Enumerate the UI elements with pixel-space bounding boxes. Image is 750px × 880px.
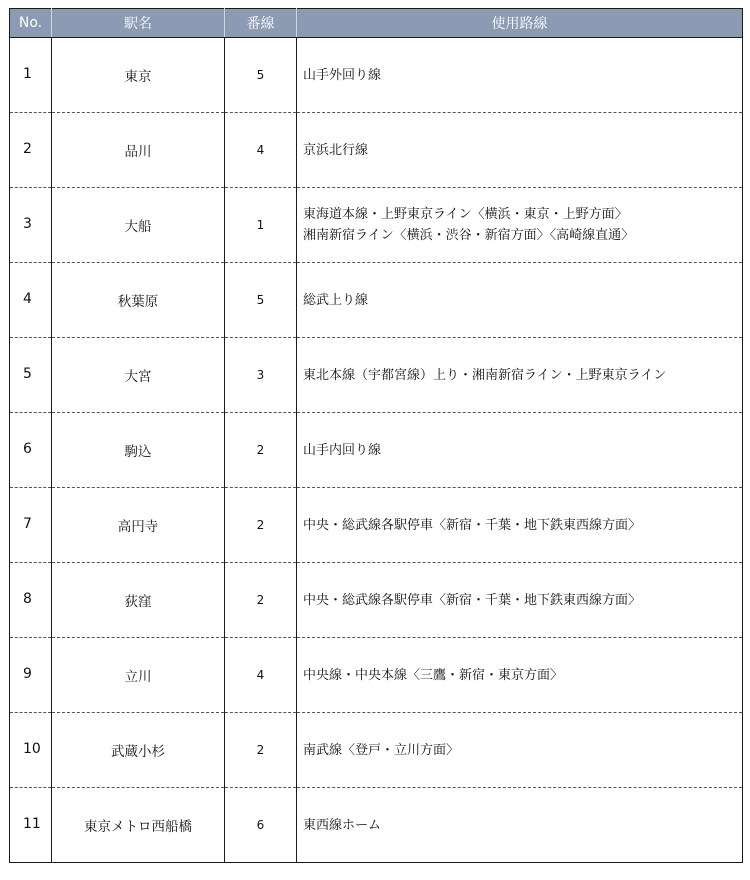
cell-no: 7	[10, 488, 52, 563]
cell-route	[297, 563, 743, 638]
cell-route	[297, 638, 743, 713]
cell-station: 武蔵小杉	[52, 713, 225, 788]
cell-no: 1	[10, 38, 52, 113]
header-track: 番線	[225, 9, 297, 38]
table-row	[10, 788, 743, 863]
cell-no: 5	[10, 338, 52, 413]
cell-route	[297, 788, 743, 863]
route-line: 中央・総武線各駅停車〈新宿・千葉・地下鉄東西線方面〉	[303, 592, 642, 608]
cell-no: 6	[10, 413, 52, 488]
cell-station: 東京メトロ西船橋	[52, 788, 225, 863]
cell-station: 秋葉原	[52, 263, 225, 338]
cell-track: 1	[225, 188, 297, 263]
cell-station: 高円寺	[52, 488, 225, 563]
table-row	[10, 413, 743, 488]
cell-station: 立川	[52, 638, 225, 713]
cell-station: 大宮	[52, 338, 225, 413]
table-header	[10, 9, 743, 38]
table-row	[10, 188, 743, 263]
table-row	[10, 263, 743, 338]
cell-track: 2	[225, 413, 297, 488]
station-table-container	[9, 8, 743, 863]
cell-station: 駒込	[52, 413, 225, 488]
route-line: 南武線〈登戸・立川方面〉	[303, 742, 460, 758]
route-line: 東北本線（宇都宮線）上り・湘南新宿ライン・上野東京ライン	[303, 367, 667, 383]
cell-no: 4	[10, 263, 52, 338]
route-line: 湘南新宿ライン〈横浜・渋谷・新宿方面〉〈高崎線直通〉	[303, 228, 635, 243]
station-table	[9, 8, 743, 863]
cell-route	[297, 113, 743, 188]
cell-track: 4	[225, 113, 297, 188]
route-line: 京浜北行線	[303, 142, 369, 158]
table-row	[10, 713, 743, 788]
route-line: 東海道本線・上野東京ライン〈横浜・東京・上野方面〉	[303, 207, 628, 222]
header-route: 使用路線	[297, 9, 743, 38]
cell-track: 5	[225, 263, 297, 338]
table-row	[10, 338, 743, 413]
table-body	[10, 38, 743, 863]
cell-station: 大船	[52, 188, 225, 263]
cell-track: 4	[225, 638, 297, 713]
cell-route	[297, 38, 743, 113]
cell-track: 2	[225, 488, 297, 563]
cell-track: 3	[225, 338, 297, 413]
header-station: 駅名	[52, 9, 225, 38]
cell-no: 2	[10, 113, 52, 188]
cell-station: 品川	[52, 113, 225, 188]
table-row	[10, 638, 743, 713]
header-row	[10, 9, 743, 38]
cell-station: 東京	[52, 38, 225, 113]
table-row	[10, 563, 743, 638]
cell-track: 2	[225, 563, 297, 638]
cell-route	[297, 338, 743, 413]
cell-route	[297, 263, 743, 338]
route-line: 東西線ホーム	[303, 817, 382, 833]
header-no: No.	[10, 9, 52, 38]
cell-route	[297, 188, 743, 263]
cell-no: 9	[10, 638, 52, 713]
cell-no: 10	[10, 713, 52, 788]
cell-route	[297, 413, 743, 488]
route-line: 中央・総武線各駅停車〈新宿・千葉・地下鉄東西線方面〉	[303, 517, 642, 533]
route-line: 山手内回り線	[303, 442, 382, 458]
cell-no: 8	[10, 563, 52, 638]
cell-track: 5	[225, 38, 297, 113]
cell-route	[297, 713, 743, 788]
cell-station: 荻窪	[52, 563, 225, 638]
route-line: 山手外回り線	[303, 67, 382, 83]
cell-route	[297, 488, 743, 563]
cell-no: 3	[10, 188, 52, 263]
cell-track: 2	[225, 713, 297, 788]
table-row	[10, 113, 743, 188]
route-line: 総武上り線	[303, 292, 369, 308]
table-row	[10, 488, 743, 563]
cell-track: 6	[225, 788, 297, 863]
route-line: 中央線・中央本線〈三鷹・新宿・東京方面〉	[303, 667, 564, 683]
cell-no: 11	[10, 788, 52, 863]
table-row	[10, 38, 743, 113]
